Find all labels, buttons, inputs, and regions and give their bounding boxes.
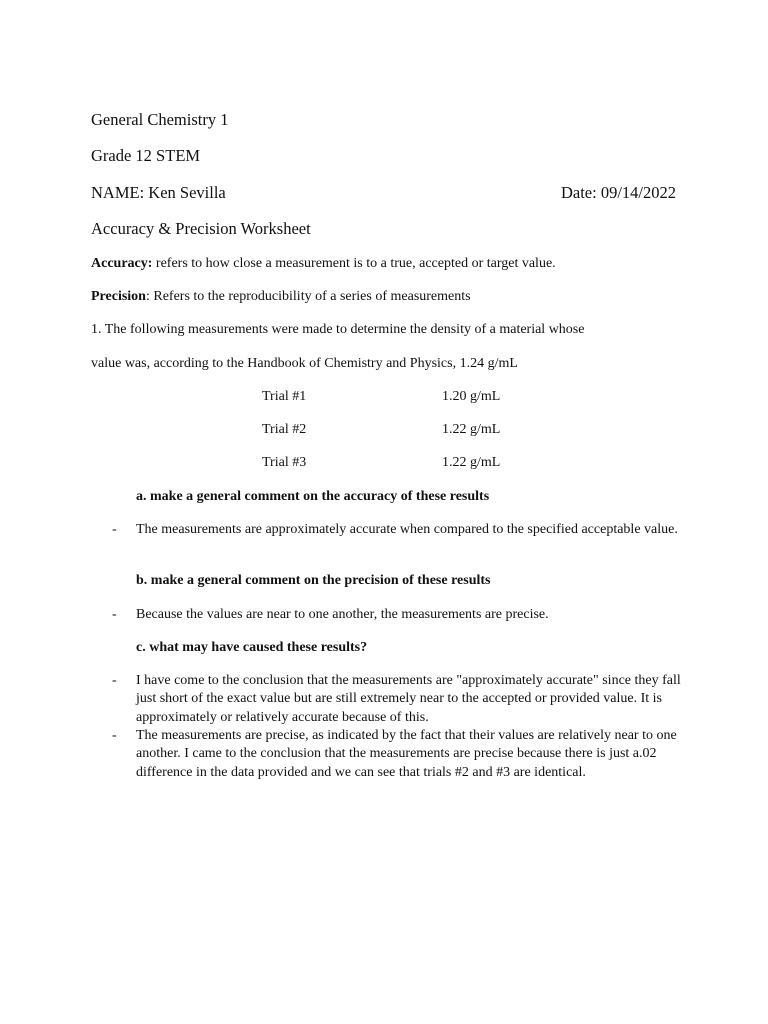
answer-c1-item: [112, 672, 682, 727]
answer-b-text: Because the values are near to one another, the measurements are precise.: [136, 607, 549, 622]
trial-value: 1.20 g/mL: [442, 389, 501, 404]
accuracy-text: refers to how close a measurement is to a true, accepted or target value.: [152, 256, 556, 271]
bullet-dash: -: [112, 607, 117, 622]
trial-label: Trial #1: [262, 389, 307, 404]
precision-term: Precision: [91, 289, 146, 304]
grade-level: Grade 12 STEM: [91, 146, 201, 165]
trial-value: 1.22 g/mL: [442, 455, 501, 470]
question-a: a. make a general comment on the accuracy of these results: [136, 489, 490, 504]
trial-label: Trial #2: [262, 422, 307, 437]
question-c: c. what may have caused these results?: [136, 640, 368, 655]
accuracy-term: Accuracy:: [91, 256, 153, 271]
problem-line-1: 1. The following measurements were made to determine the density of a material whose: [91, 322, 585, 337]
worksheet-date: Date: 09/14/2022: [560, 183, 676, 202]
accuracy-definition: [91, 257, 556, 271]
trial-label: Trial #3: [262, 455, 307, 470]
answer-a-item: [112, 521, 682, 539]
question-b: b. make a general comment on the precision of these results: [136, 573, 491, 588]
bullet-dash: -: [112, 522, 117, 537]
precision-text: : Refers to the reproducibility of a series of measurements: [145, 289, 471, 304]
answer-c1-text: I have come to the conclusion that the measurements are "approximately accurate" since they fall just short of the exact value but are still extremely near to the accepted or provided value. It is approximately or relatively accurate because of this.: [136, 673, 681, 725]
answer-a-text: The measurements are approximately accurate when compared to the specified acceptable value.: [136, 522, 678, 537]
student-name: NAME: Ken Sevilla: [91, 183, 226, 202]
answer-c2-text: The measurements are precise, as indicated by the fact that their values are relatively near to one another. I came to the conclusion that the measurements are precise because there is just a.02 difference in the data provided and we can see that trials #2 and #3 are identical.: [136, 728, 677, 780]
trial-value: 1.22 g/mL: [442, 422, 501, 437]
worksheet-title: Accuracy & Precision Worksheet: [91, 219, 311, 238]
course-title: General Chemistry 1: [91, 110, 229, 129]
answer-c2-item: [112, 727, 682, 782]
bullet-dash: -: [112, 728, 117, 743]
precision-definition: [91, 290, 471, 304]
problem-line-2: value was, according to the Handbook of Chemistry and Physics, 1.24 g/mL: [91, 356, 518, 371]
bullet-dash: -: [112, 673, 117, 688]
answer-b-item: [112, 606, 682, 624]
